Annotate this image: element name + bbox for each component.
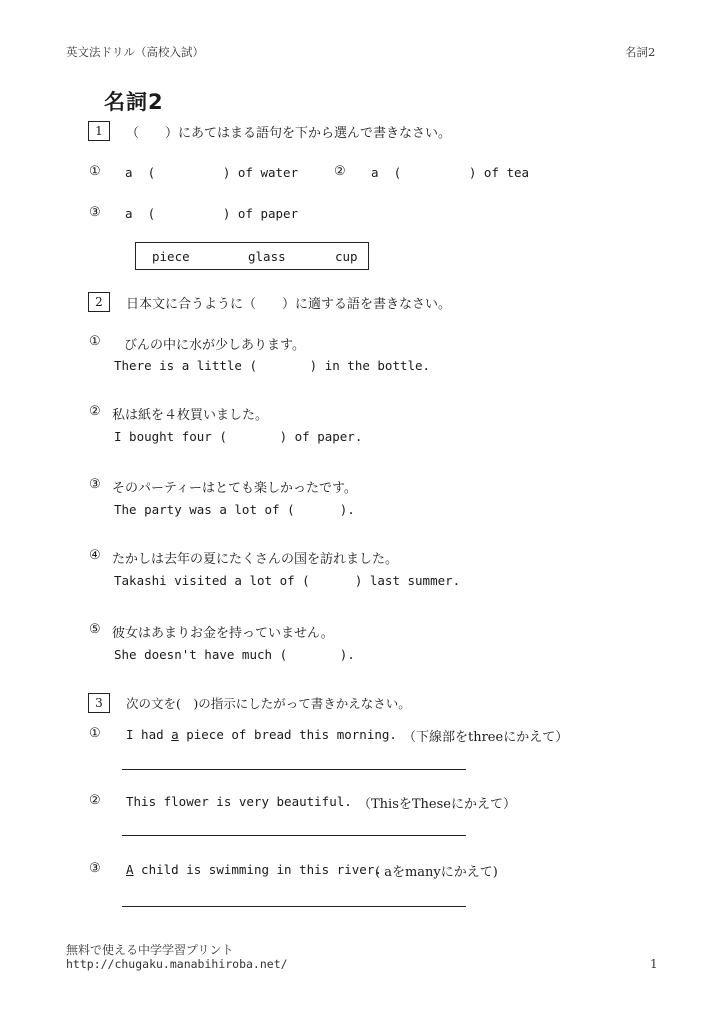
header-right: 名詞2: [625, 45, 656, 59]
s3-item1-mark: ①: [89, 726, 101, 741]
s3-item2-sentence: [126, 794, 352, 809]
s3-item3-underlined: A: [126, 862, 134, 877]
section2-number: 2: [88, 292, 110, 312]
s1-item2-mark: ②: [334, 164, 346, 179]
word-choice-box: [135, 242, 369, 270]
s3-item1-post: piece of bread this morning.: [178, 727, 397, 742]
section1-number: 1: [88, 121, 110, 141]
s2-item4-jp: たかしは去年の夏にたくさんの国を訪れました。: [112, 552, 399, 567]
s2-item1-mark: ①: [89, 334, 101, 349]
s3-item2-pre: This flower is very beautiful.: [126, 794, 352, 809]
s2-item2-en: I bought four ( ) of paper.: [114, 429, 363, 444]
s3-item1-pre: I had: [126, 727, 172, 742]
choice-piece: piece: [152, 249, 190, 264]
s2-item3-jp: そのパーティーはとても楽しかったです。: [112, 481, 357, 496]
header-left: 英文法ドリル（高校入試）: [66, 45, 204, 59]
page-number: 1: [650, 957, 658, 971]
s3-item3-mark: ③: [89, 861, 101, 876]
s1-item3-text: a ( ) of paper: [125, 206, 299, 221]
s2-item4-mark: ④: [89, 548, 101, 563]
s2-item3-mark: ③: [89, 477, 101, 492]
s3-item1-underlined: a: [171, 727, 179, 742]
s2-item5-en: She doesn't have much ( ).: [114, 647, 355, 662]
s3-item1-sentence: [126, 727, 397, 742]
s3-item2-answer-line[interactable]: [122, 835, 466, 836]
s2-item5-mark: ⑤: [89, 622, 101, 637]
s2-item2-mark: ②: [89, 404, 101, 419]
page-title: 名詞2: [104, 90, 164, 114]
s1-item1-text: a ( ) of water: [125, 165, 299, 180]
s2-item3-en: The party was a lot of ( ).: [114, 502, 355, 517]
choice-glass: glass: [248, 249, 286, 264]
section3-instruction: 次の文を( )の指示にしたがって書きかえなさい。: [126, 696, 411, 711]
s2-item4-en: Takashi visited a lot of ( ) last summer.: [114, 573, 461, 588]
s2-item2-jp: 私は紙を４枚買いました。: [112, 408, 269, 423]
s1-item1-mark: ①: [89, 164, 101, 179]
s2-item1-en: There is a little ( ) in the bottle.: [114, 358, 431, 373]
footer-title: 無料で使える中学学習プリント: [66, 943, 234, 957]
s3-item1-answer-line[interactable]: [122, 769, 466, 770]
s3-item3-note: ( aをmanyにかえて): [375, 865, 498, 880]
s1-item3-mark: ③: [89, 205, 101, 220]
footer-url[interactable]: http://chugaku.manabihiroba.net/: [66, 957, 288, 971]
s1-item2-text: a ( ) of tea: [371, 165, 530, 180]
s3-item3-sentence: [126, 862, 382, 877]
s3-item1-note: （下線部をthreeにかえて）: [403, 730, 569, 745]
section1-instruction: （ ）にあてはまる語句を下から選んで書きなさい。: [126, 126, 452, 141]
choice-cup: cup: [335, 249, 358, 264]
s2-item1-jp: びんの中に水が少しあります。: [124, 338, 305, 353]
s3-item2-note: （ThisをTheseにかえて）: [358, 797, 516, 812]
section3-number: 3: [88, 693, 110, 713]
s3-item3-answer-line[interactable]: [122, 906, 466, 907]
section2-instruction: 日本文に合うように（ ）に適する語を書きなさい。: [126, 297, 452, 312]
s2-item5-jp: 彼女はあまりお金を持っていません。: [112, 626, 334, 641]
s3-item2-mark: ②: [89, 793, 101, 808]
s3-item3-post: child is swimming in this river.: [133, 862, 382, 877]
